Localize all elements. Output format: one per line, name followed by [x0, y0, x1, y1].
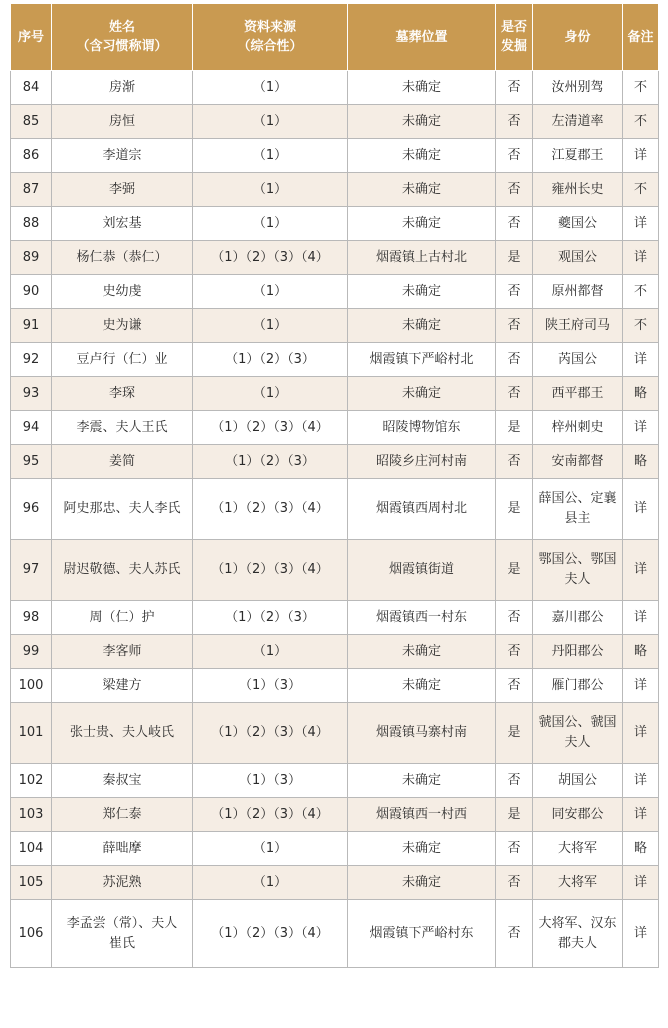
cell-remark: 详	[623, 540, 659, 601]
cell-excavated: 否	[496, 207, 533, 241]
cell-identity: 大将军	[533, 832, 623, 866]
cell-excavated: 是	[496, 479, 533, 540]
cell-excavated: 否	[496, 866, 533, 900]
cell-name: 李客师	[52, 635, 193, 669]
cell-no: 91	[11, 309, 52, 343]
cell-name: 史幼虔	[52, 275, 193, 309]
cell-identity: 同安郡公	[533, 798, 623, 832]
cell-remark: 不	[623, 309, 659, 343]
cell-remark: 详	[623, 764, 659, 798]
cell-source: （1）	[193, 275, 348, 309]
cell-remark: 详	[623, 479, 659, 540]
cell-identity: 西平郡王	[533, 377, 623, 411]
cell-excavated: 否	[496, 173, 533, 207]
cell-no: 84	[11, 71, 52, 105]
cell-location: 未确定	[348, 207, 496, 241]
cell-no: 101	[11, 703, 52, 764]
cell-identity-line1: 大将军、汉东	[538, 915, 617, 931]
cell-identity-line2: 郡夫人	[557, 935, 597, 951]
table-row	[11, 241, 659, 275]
cell-excavated: 否	[496, 275, 533, 309]
cell-source: （1）（2）（3）（4）	[193, 798, 348, 832]
cell-no: 88	[11, 207, 52, 241]
table-header-row	[11, 4, 659, 71]
table-row	[11, 764, 659, 798]
cell-location: 烟霞镇西周村北	[348, 479, 496, 540]
cell-remark: 详	[623, 241, 659, 275]
header-excavated-line1: 是否	[500, 20, 527, 35]
cell-name: 房恒	[52, 105, 193, 139]
cell-remark: 详	[623, 139, 659, 173]
cell-identity-line1: 薛国公、定襄	[538, 491, 617, 506]
header-name	[52, 4, 193, 71]
table-row	[11, 669, 659, 703]
header-name-line1: 姓名	[108, 20, 135, 35]
cell-remark: 详	[623, 343, 659, 377]
cell-remark: 详	[623, 207, 659, 241]
cell-excavated: 是	[496, 703, 533, 764]
header-excavated	[496, 4, 533, 71]
cell-location: 未确定	[348, 105, 496, 139]
cell-location: 未确定	[348, 764, 496, 798]
cell-location: 烟霞镇街道	[348, 540, 496, 601]
cell-no: 95	[11, 445, 52, 479]
cell-excavated: 否	[496, 832, 533, 866]
cell-no: 100	[11, 669, 52, 703]
cell-location: 未确定	[348, 832, 496, 866]
table-row	[11, 866, 659, 900]
cell-remark: 不	[623, 173, 659, 207]
cell-source: （1）（2）（3）（4）	[193, 540, 348, 601]
header-source	[193, 4, 348, 71]
cell-excavated: 否	[496, 669, 533, 703]
cell-excavated: 否	[496, 900, 533, 968]
cell-no: 89	[11, 241, 52, 275]
header-remarks: 备注	[623, 4, 659, 71]
cell-location: 未确定	[348, 635, 496, 669]
cell-name: 李琛	[52, 377, 193, 411]
cell-location: 未确定	[348, 377, 496, 411]
cell-no: 106	[11, 900, 52, 968]
cell-identity: 原州都督	[533, 275, 623, 309]
header-name-line2: （含习惯称谓）	[76, 39, 168, 54]
cell-location: 未确定	[348, 669, 496, 703]
cell-source: （1）（2）（3）	[193, 343, 348, 377]
cell-name: 苏泥熟	[52, 866, 193, 900]
cell-name	[52, 900, 193, 968]
cell-source: （1）	[193, 173, 348, 207]
cell-excavated: 否	[496, 764, 533, 798]
cell-no: 103	[11, 798, 52, 832]
cell-source: （1）（2）（3）（4）	[193, 900, 348, 968]
header-no: 序号	[11, 4, 52, 71]
cell-excavated: 是	[496, 540, 533, 601]
cell-identity: 陕王府司马	[533, 309, 623, 343]
header-identity: 身份	[533, 4, 623, 71]
header-source-line2: （综合性）	[237, 39, 303, 54]
cell-identity-line1: 虢国公、虢国	[538, 715, 617, 730]
cell-identity: 胡国公	[533, 764, 623, 798]
cell-name: 薛咄摩	[52, 832, 193, 866]
table-row	[11, 377, 659, 411]
cell-excavated: 否	[496, 377, 533, 411]
cell-identity	[533, 540, 623, 601]
cell-no: 92	[11, 343, 52, 377]
cell-identity: 雍州长史	[533, 173, 623, 207]
cell-source: （1）	[193, 207, 348, 241]
cell-name: 史为谦	[52, 309, 193, 343]
cell-location: 烟霞镇马寨村南	[348, 703, 496, 764]
cell-identity	[533, 703, 623, 764]
table-row	[11, 703, 659, 764]
cell-name: 李震、夫人王氏	[52, 411, 193, 445]
table-row	[11, 445, 659, 479]
cell-source: （1）（2）（3）（4）	[193, 411, 348, 445]
cell-remark: 详	[623, 411, 659, 445]
table-row	[11, 411, 659, 445]
cell-location: 烟霞镇西一村东	[348, 601, 496, 635]
cell-remark: 不	[623, 275, 659, 309]
cell-remark: 不	[623, 71, 659, 105]
cell-remark: 略	[623, 635, 659, 669]
cell-excavated: 否	[496, 635, 533, 669]
cell-excavated: 否	[496, 309, 533, 343]
cell-identity: 左清道率	[533, 105, 623, 139]
cell-identity: 汝州别驾	[533, 71, 623, 105]
cell-identity: 江夏郡王	[533, 139, 623, 173]
table-row	[11, 309, 659, 343]
cell-name: 阿史那忠、夫人李氏	[52, 479, 193, 540]
cell-excavated: 否	[496, 445, 533, 479]
cell-identity: 嘉川郡公	[533, 601, 623, 635]
cell-no: 96	[11, 479, 52, 540]
cell-remark: 略	[623, 445, 659, 479]
table-row	[11, 139, 659, 173]
cell-identity: 夔国公	[533, 207, 623, 241]
cell-source: （1）（3）	[193, 764, 348, 798]
cell-source: （1）（2）（3）	[193, 601, 348, 635]
cell-remark: 详	[623, 900, 659, 968]
table-row	[11, 540, 659, 601]
cell-source: （1）（3）	[193, 669, 348, 703]
cell-excavated: 是	[496, 411, 533, 445]
table-row	[11, 832, 659, 866]
table-row	[11, 105, 659, 139]
cell-location: 未确定	[348, 139, 496, 173]
cell-identity: 梓州刺史	[533, 411, 623, 445]
tomb-table	[10, 3, 659, 968]
table-row	[11, 275, 659, 309]
cell-no: 93	[11, 377, 52, 411]
table-row	[11, 601, 659, 635]
cell-location: 未确定	[348, 309, 496, 343]
cell-no: 85	[11, 105, 52, 139]
cell-source: （1）	[193, 635, 348, 669]
cell-identity: 安南都督	[533, 445, 623, 479]
cell-identity: 大将军	[533, 866, 623, 900]
cell-identity: 雁门郡公	[533, 669, 623, 703]
cell-name: 郑仁泰	[52, 798, 193, 832]
cell-excavated: 否	[496, 139, 533, 173]
cell-location: 未确定	[348, 173, 496, 207]
cell-location: 昭陵博物馆东	[348, 411, 496, 445]
cell-no: 99	[11, 635, 52, 669]
tomb-table-container	[10, 3, 658, 968]
cell-identity-line1: 鄂国公、鄂国	[538, 552, 617, 567]
cell-name: 姜简	[52, 445, 193, 479]
cell-name: 秦叔宝	[52, 764, 193, 798]
cell-name: 李弼	[52, 173, 193, 207]
cell-excavated: 是	[496, 241, 533, 275]
cell-excavated: 是	[496, 798, 533, 832]
cell-remark: 略	[623, 832, 659, 866]
cell-location: 烟霞镇下严峪村北	[348, 343, 496, 377]
table-row	[11, 479, 659, 540]
cell-name: 豆卢行（仁）业	[52, 343, 193, 377]
cell-identity-line2: 夫人	[564, 572, 591, 587]
cell-excavated: 否	[496, 343, 533, 377]
cell-remark: 不	[623, 105, 659, 139]
cell-identity: 观国公	[533, 241, 623, 275]
cell-location: 烟霞镇下严峪村东	[348, 900, 496, 968]
cell-no: 104	[11, 832, 52, 866]
cell-location: 未确定	[348, 866, 496, 900]
cell-remark: 详	[623, 798, 659, 832]
table-row	[11, 343, 659, 377]
table-row	[11, 798, 659, 832]
cell-name: 梁建方	[52, 669, 193, 703]
cell-identity	[533, 900, 623, 968]
cell-location: 烟霞镇西一村西	[348, 798, 496, 832]
cell-source: （1）	[193, 832, 348, 866]
cell-location: 烟霞镇上古村北	[348, 241, 496, 275]
cell-name-line2: 崔氏	[108, 935, 135, 951]
header-location: 墓葬位置	[348, 4, 496, 71]
cell-location: 昭陵乡庄河村南	[348, 445, 496, 479]
cell-excavated: 否	[496, 601, 533, 635]
cell-identity: 丹阳郡公	[533, 635, 623, 669]
cell-identity	[533, 479, 623, 540]
cell-source: （1）	[193, 309, 348, 343]
cell-no: 94	[11, 411, 52, 445]
cell-source: （1）（2）（3）（4）	[193, 703, 348, 764]
cell-no: 90	[11, 275, 52, 309]
cell-source: （1）（2）（3）（4）	[193, 241, 348, 275]
cell-remark: 详	[623, 703, 659, 764]
cell-identity: 芮国公	[533, 343, 623, 377]
cell-name: 尉迟敬德、夫人苏氏	[52, 540, 193, 601]
cell-no: 105	[11, 866, 52, 900]
cell-location: 未确定	[348, 275, 496, 309]
cell-no: 86	[11, 139, 52, 173]
cell-no: 87	[11, 173, 52, 207]
cell-excavated: 否	[496, 71, 533, 105]
cell-identity-line2: 夫人	[564, 735, 591, 750]
cell-name: 房渐	[52, 71, 193, 105]
cell-location: 未确定	[348, 71, 496, 105]
cell-name: 周（仁）护	[52, 601, 193, 635]
cell-remark: 详	[623, 601, 659, 635]
cell-source: （1）（2）（3）	[193, 445, 348, 479]
cell-no: 98	[11, 601, 52, 635]
cell-no: 97	[11, 540, 52, 601]
table-row	[11, 71, 659, 105]
cell-source: （1）	[193, 866, 348, 900]
cell-source: （1）	[193, 139, 348, 173]
cell-identity-line2: 县主	[564, 511, 591, 526]
cell-name: 李道宗	[52, 139, 193, 173]
cell-name: 张士贵、夫人岐氏	[52, 703, 193, 764]
cell-no: 102	[11, 764, 52, 798]
cell-source: （1）	[193, 377, 348, 411]
cell-name: 杨仁恭（恭仁）	[52, 241, 193, 275]
table-row	[11, 635, 659, 669]
table-row	[11, 173, 659, 207]
header-excavated-line2: 发掘	[500, 39, 527, 54]
cell-excavated: 否	[496, 105, 533, 139]
cell-name-line1: 李孟尝（常）、夫人	[66, 915, 178, 931]
header-source-line1: 资料来源	[243, 20, 296, 35]
cell-source: （1）	[193, 71, 348, 105]
cell-source: （1）（2）（3）（4）	[193, 479, 348, 540]
cell-source: （1）	[193, 105, 348, 139]
table-row	[11, 207, 659, 241]
cell-remark: 详	[623, 669, 659, 703]
table-row	[11, 900, 659, 968]
cell-remark: 详	[623, 866, 659, 900]
cell-remark: 略	[623, 377, 659, 411]
cell-name: 刘宏基	[52, 207, 193, 241]
